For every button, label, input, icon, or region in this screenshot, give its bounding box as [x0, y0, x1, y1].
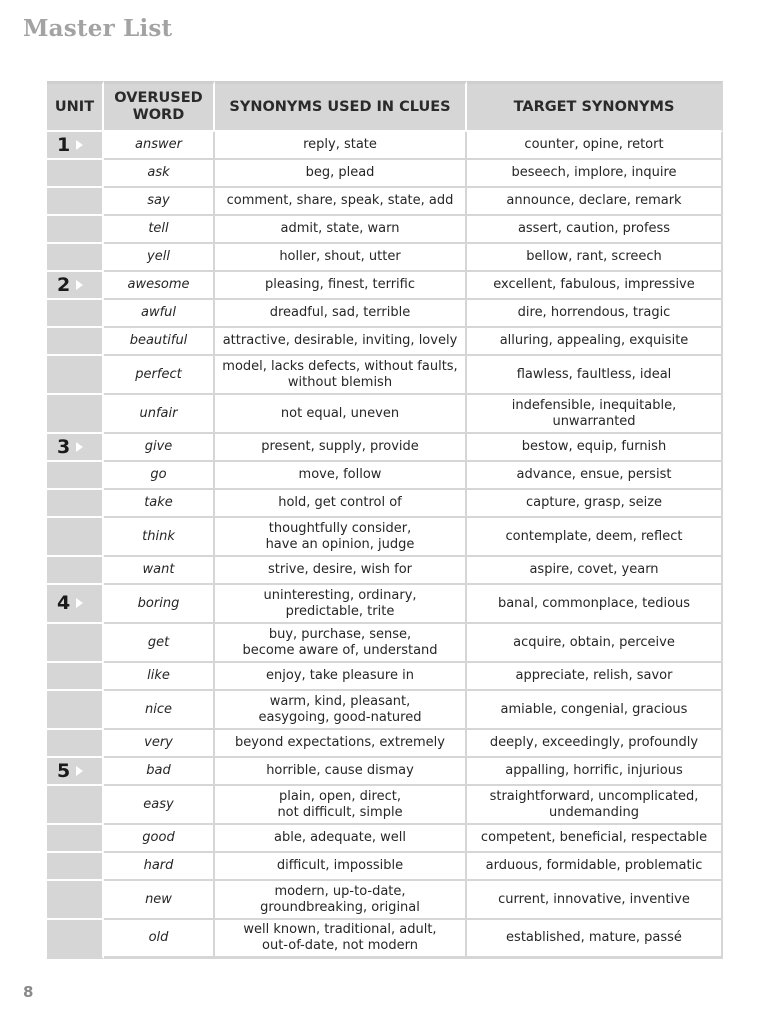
- overused-word: want: [104, 557, 215, 585]
- overused-word: bad: [104, 758, 215, 786]
- header-target-synonyms: TARGET SYNONYMS: [467, 81, 723, 132]
- table-row: [47, 853, 723, 881]
- clue-synonyms-line: modern, up-to-date,: [274, 883, 406, 899]
- target-synonyms: [467, 730, 723, 758]
- clue-synonyms: [215, 490, 467, 518]
- clue-synonyms-line: pleasing, finest, terrific: [264, 277, 416, 292]
- unit-cell: [47, 557, 104, 585]
- target-synonyms: [467, 300, 723, 328]
- target-synonyms: [467, 557, 723, 585]
- target-synonyms: [467, 160, 723, 188]
- triangle-right-icon: [76, 442, 83, 452]
- clue-synonyms-line: difficult, impossible: [276, 858, 404, 873]
- clue-synonyms-line: able, adequate, well: [274, 830, 406, 845]
- overused-word: unfair: [104, 395, 215, 434]
- unit-cell: [47, 691, 104, 730]
- target-synonyms-line: undemanding: [549, 804, 639, 820]
- clue-synonyms: [215, 462, 467, 490]
- clue-synonyms-line: out-of-date, not modern: [262, 938, 418, 953]
- clue-synonyms: [215, 920, 467, 959]
- target-synonyms-line: bestow, equip, furnish: [521, 439, 667, 454]
- target-synonyms: [467, 786, 723, 825]
- clue-synonyms: [215, 881, 467, 920]
- target-synonyms: [467, 434, 723, 462]
- table-row: [47, 730, 723, 758]
- table-row: [47, 758, 723, 786]
- clue-synonyms-line: plain, open, direct,: [279, 788, 401, 804]
- overused-word: easy: [104, 786, 215, 825]
- unit-cell: [47, 395, 104, 434]
- target-synonyms: [467, 691, 723, 730]
- clue-synonyms-line: strive, desire, wish for: [267, 562, 412, 577]
- clue-synonyms-line: reply, state: [303, 137, 377, 152]
- target-synonyms-line: aspire, covet, yearn: [529, 562, 659, 577]
- target-synonyms-line: indefensible, inequitable,: [511, 397, 677, 413]
- overused-word: very: [104, 730, 215, 758]
- target-synonyms: [467, 328, 723, 356]
- clue-synonyms: [215, 356, 467, 395]
- table-row: [47, 920, 723, 959]
- unit-cell: [47, 663, 104, 691]
- unit-cell: [47, 434, 104, 462]
- target-synonyms: [467, 244, 723, 272]
- unit-number: 4: [57, 592, 71, 615]
- clue-synonyms-line: model, lacks defects, without faults,: [222, 358, 458, 374]
- clue-synonyms: [215, 624, 467, 663]
- table-row: [47, 434, 723, 462]
- table-row: [47, 356, 723, 395]
- target-synonyms: [467, 132, 723, 160]
- overused-word: tell: [104, 216, 215, 244]
- overused-word: new: [104, 881, 215, 920]
- target-synonyms-line: unwarranted: [552, 413, 636, 429]
- table-row: [47, 395, 723, 434]
- triangle-right-icon: [76, 766, 83, 776]
- header-synonyms-used-in-clues: SYNONYMS USED IN CLUES: [215, 81, 467, 132]
- overused-word: ask: [104, 160, 215, 188]
- header-overused-word: [104, 81, 215, 132]
- clue-synonyms-line: attractive, desirable, inviting, lovely: [222, 333, 458, 348]
- target-synonyms-line: capture, grasp, seize: [525, 495, 663, 510]
- target-synonyms-line: flawless, faultless, ideal: [516, 366, 672, 382]
- unit-cell: [47, 272, 104, 300]
- target-synonyms-line: bellow, rant, screech: [526, 249, 662, 264]
- target-synonyms: [467, 624, 723, 663]
- clue-synonyms-line: warm, kind, pleasant,: [269, 693, 411, 709]
- clue-synonyms: [215, 730, 467, 758]
- target-synonyms-line: advance, ensue, persist: [516, 467, 672, 482]
- clue-synonyms: [215, 758, 467, 786]
- target-synonyms-line: counter, opine, retort: [524, 137, 664, 152]
- overused-word: get: [104, 624, 215, 663]
- overused-word: think: [104, 518, 215, 557]
- overused-word: answer: [104, 132, 215, 160]
- page-title: Master List: [23, 15, 173, 42]
- table-row: [47, 557, 723, 585]
- table-row: [47, 585, 723, 624]
- overused-word: nice: [104, 691, 215, 730]
- target-synonyms-line: dire, horrendous, tragic: [517, 305, 671, 320]
- clue-synonyms: [215, 825, 467, 853]
- target-synonyms: [467, 853, 723, 881]
- clue-synonyms-line: buy, purchase, sense,: [268, 626, 412, 642]
- overused-word: boring: [104, 585, 215, 624]
- unit-cell: [47, 881, 104, 920]
- clue-synonyms: [215, 691, 467, 730]
- table-row: [47, 132, 723, 160]
- target-synonyms: [467, 272, 723, 300]
- clue-synonyms-line: admit, state, warn: [280, 221, 400, 236]
- header-overused-word-line1: OVERUSED: [114, 90, 203, 106]
- overused-word: yell: [104, 244, 215, 272]
- overused-word: like: [104, 663, 215, 691]
- target-synonyms: [467, 758, 723, 786]
- table-row: [47, 462, 723, 490]
- target-synonyms-line: excellent, fabulous, impressive: [493, 277, 695, 292]
- unit-cell: [47, 328, 104, 356]
- target-synonyms-line: beseech, implore, inquire: [511, 165, 677, 180]
- target-synonyms-line: established, mature, passé: [506, 930, 682, 945]
- clue-synonyms: [215, 300, 467, 328]
- clue-synonyms-line: easygoing, good-natured: [258, 709, 422, 725]
- unit-cell: [47, 758, 104, 786]
- clue-synonyms-line: predictable, trite: [285, 603, 395, 619]
- unit-number: 2: [57, 273, 71, 296]
- triangle-right-icon: [76, 598, 83, 608]
- target-synonyms-line: banal, commonplace, tedious: [497, 595, 691, 611]
- unit-cell: [47, 462, 104, 490]
- overused-word: say: [104, 188, 215, 216]
- unit-cell: [47, 825, 104, 853]
- clue-synonyms-line: uninteresting, ordinary,: [263, 587, 417, 603]
- clue-synonyms: [215, 216, 467, 244]
- target-synonyms-line: announce, declare, remark: [506, 193, 682, 208]
- table-row: [47, 624, 723, 663]
- overused-word: good: [104, 825, 215, 853]
- overused-word: old: [104, 920, 215, 959]
- unit-cell: [47, 518, 104, 557]
- clue-synonyms-line: thoughtfully consider,: [268, 520, 412, 536]
- unit-cell: [47, 585, 104, 624]
- clue-synonyms: [215, 557, 467, 585]
- unit-cell: [47, 853, 104, 881]
- clue-synonyms-line: horrible, cause dismay: [266, 763, 414, 778]
- unit-cell: [47, 188, 104, 216]
- table-row: [47, 663, 723, 691]
- clue-synonyms: [215, 272, 467, 300]
- target-synonyms-line: alluring, appealing, exquisite: [499, 333, 689, 348]
- target-synonyms-line: straightforward, uncomplicated,: [489, 788, 699, 804]
- target-synonyms-line: current, innovative, inventive: [498, 891, 690, 907]
- target-synonyms: [467, 585, 723, 624]
- clue-synonyms-line: not equal, uneven: [280, 405, 400, 421]
- target-synonyms: [467, 490, 723, 518]
- triangle-right-icon: [76, 140, 83, 150]
- target-synonyms: [467, 518, 723, 557]
- unit-cell: [47, 300, 104, 328]
- clue-synonyms-line: holler, shout, utter: [279, 249, 401, 264]
- overused-word: beautiful: [104, 328, 215, 356]
- unit-cell: [47, 356, 104, 395]
- target-synonyms-line: appalling, horrific, injurious: [505, 763, 683, 778]
- table-row: [47, 825, 723, 853]
- overused-word: perfect: [104, 356, 215, 395]
- overused-word: take: [104, 490, 215, 518]
- clue-synonyms: [215, 160, 467, 188]
- table-row: [47, 300, 723, 328]
- unit-cell: [47, 920, 104, 959]
- clue-synonyms: [215, 663, 467, 691]
- target-synonyms-line: arduous, formidable, problematic: [485, 858, 703, 873]
- page-number: 8: [23, 983, 34, 1001]
- table-row: [47, 786, 723, 825]
- unit-number: 5: [57, 759, 71, 782]
- target-synonyms-line: assert, caution, profess: [517, 221, 671, 236]
- table-row: [47, 188, 723, 216]
- clue-synonyms-line: present, supply, provide: [261, 439, 419, 454]
- clue-synonyms-line: not difficult, simple: [277, 804, 403, 820]
- target-synonyms: [467, 188, 723, 216]
- clue-synonyms-line: become aware of, understand: [242, 642, 438, 658]
- header-unit: UNIT: [47, 81, 104, 132]
- target-synonyms: [467, 881, 723, 920]
- target-synonyms: [467, 663, 723, 691]
- clue-synonyms-line: move, follow: [298, 467, 382, 482]
- target-synonyms-line: contemplate, deem, reflect: [505, 528, 683, 544]
- clue-synonyms-line: without blemish: [287, 374, 393, 390]
- target-synonyms-line: appreciate, relish, savor: [515, 668, 673, 683]
- clue-synonyms-line: dreadful, sad, terrible: [269, 305, 411, 320]
- table-row: [47, 160, 723, 188]
- overused-word: go: [104, 462, 215, 490]
- clue-synonyms: [215, 395, 467, 434]
- overused-word: awesome: [104, 272, 215, 300]
- clue-synonyms: [215, 132, 467, 160]
- clue-synonyms: [215, 518, 467, 557]
- clue-synonyms-line: groundbreaking, original: [260, 899, 420, 915]
- target-synonyms: [467, 825, 723, 853]
- target-synonyms: [467, 216, 723, 244]
- table-header-row: [47, 81, 723, 132]
- triangle-right-icon: [76, 280, 83, 290]
- clue-synonyms-line: have an opinion, judge: [265, 536, 415, 552]
- table-row: [47, 881, 723, 920]
- header-overused-word-line2: WORD: [132, 107, 185, 123]
- target-synonyms: [467, 920, 723, 959]
- clue-synonyms: [215, 188, 467, 216]
- table-body: [47, 132, 723, 959]
- target-synonyms-line: competent, beneficial, respectable: [480, 830, 708, 845]
- table-row: [47, 216, 723, 244]
- unit-cell: [47, 730, 104, 758]
- unit-cell: [47, 624, 104, 663]
- clue-synonyms-line: hold, get control of: [278, 495, 402, 510]
- clue-synonyms-line: comment, share, speak, state, add: [226, 193, 454, 208]
- clue-synonyms: [215, 786, 467, 825]
- clue-synonyms-line: beyond expectations, extremely: [235, 735, 445, 750]
- table-row: [47, 518, 723, 557]
- clue-synonyms: [215, 328, 467, 356]
- target-synonyms-line: amiable, congenial, gracious: [500, 701, 688, 717]
- clue-synonyms: [215, 585, 467, 624]
- unit-number: 1: [57, 133, 71, 156]
- target-synonyms: [467, 462, 723, 490]
- target-synonyms-line: acquire, obtain, perceive: [513, 634, 675, 650]
- unit-cell: [47, 132, 104, 160]
- overused-word: hard: [104, 853, 215, 881]
- target-synonyms: [467, 356, 723, 395]
- unit-cell: [47, 490, 104, 518]
- clue-synonyms: [215, 853, 467, 881]
- clue-synonyms-line: enjoy, take pleasure in: [266, 668, 414, 683]
- unit-cell: [47, 160, 104, 188]
- overused-word: awful: [104, 300, 215, 328]
- table-row: [47, 328, 723, 356]
- clue-synonyms-line: beg, plead: [305, 165, 375, 180]
- unit-cell: [47, 244, 104, 272]
- table-row: [47, 244, 723, 272]
- clue-synonyms: [215, 244, 467, 272]
- target-synonyms: [467, 395, 723, 434]
- table-row: [47, 272, 723, 300]
- master-list-table: [47, 81, 723, 959]
- table-row: [47, 691, 723, 730]
- table-row: [47, 490, 723, 518]
- unit-number: 3: [57, 435, 71, 458]
- unit-cell: [47, 216, 104, 244]
- target-synonyms-line: deeply, exceedingly, profoundly: [489, 735, 699, 750]
- clue-synonyms: [215, 434, 467, 462]
- clue-synonyms-line: well known, traditional, adult,: [243, 922, 437, 937]
- unit-cell: [47, 786, 104, 825]
- overused-word: give: [104, 434, 215, 462]
